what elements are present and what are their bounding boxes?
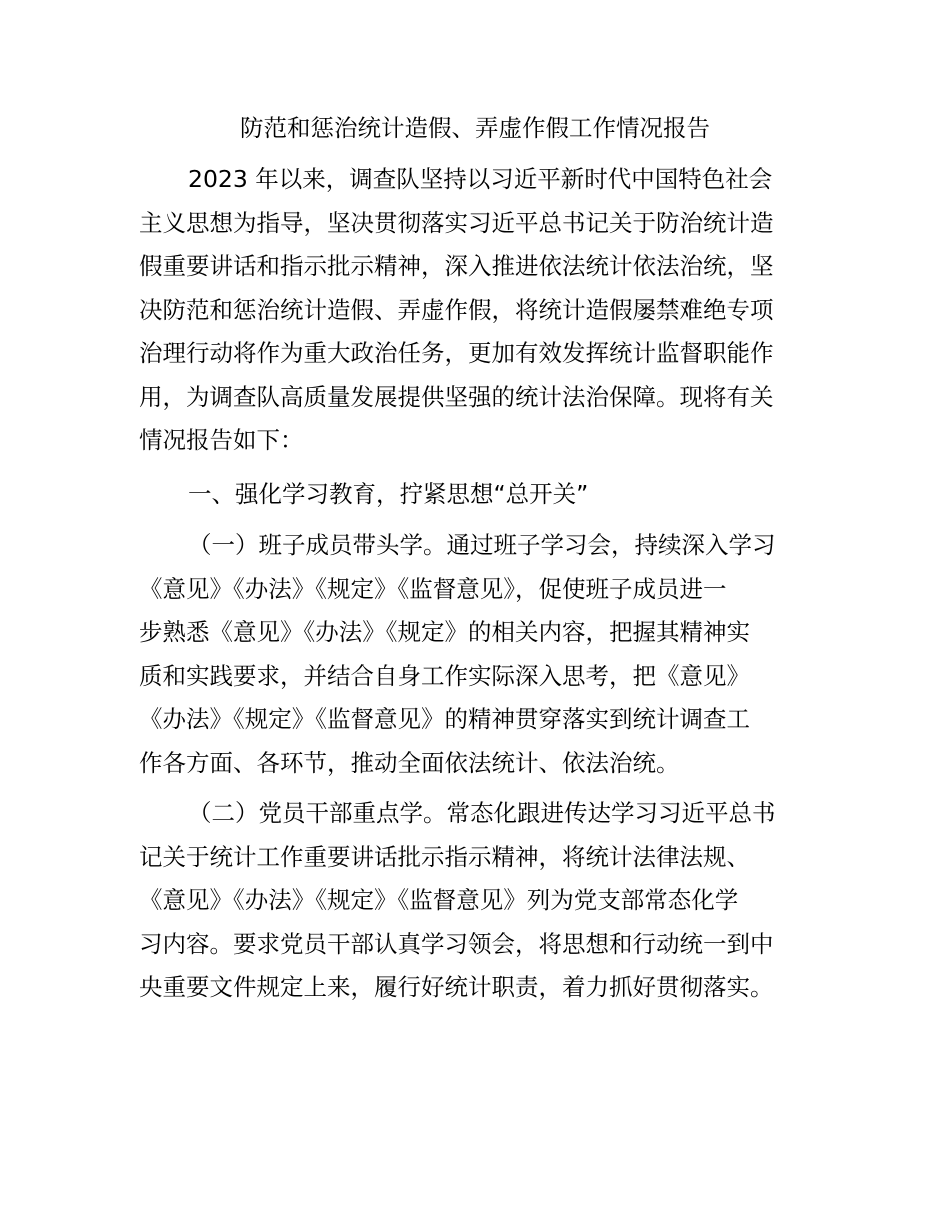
paragraph-line: （一）班子成员带头学。通过班子学习会，持续深入学习 (188, 531, 776, 559)
paragraph-line: 主义思想为指导，坚决贯彻落实习近平总书记关于防治统计造 (139, 208, 774, 237)
paragraph-line: 《意见》《办法》《规定》《监督意见》，促使班子成员进一 (139, 574, 727, 603)
paragraph-line: 情况报告如下： (139, 426, 304, 454)
paragraph-line: 习内容。要求党员干部认真学习领会，将思想和行动统一到中 (139, 929, 774, 958)
paragraph-line: 用，为调查队高质量发展提供坚强的统计法治保障。现将有关 (139, 382, 774, 411)
paragraph-line: 《意见》《办法》《规定》《监督意见》列为党支部常态化学 (139, 886, 739, 914)
paragraph-line: 步熟悉《意见》《办法》《规定》的相关内容，把握其精神实 (139, 618, 750, 646)
paragraph-line: 治理行动将作为重大政治任务，更加有效发挥统计监督职能作 (139, 339, 774, 367)
paragraph-line: 作各方面、各环节，推动全面依法统计、依法治统。 (139, 748, 680, 777)
paragraph-line: 2023 年以来，调查队坚持以习近平新时代中国特色社会 (188, 165, 773, 193)
item-paragraph-2 (139, 792, 811, 1010)
paragraph-line: 央重要文件规定上来，履行好统计职责，着力抓好贯彻落实。 (139, 973, 774, 1001)
paragraph-line: 质和实践要求，并结合自身工作实际深入思考，把《意见》 (139, 661, 750, 690)
intro-paragraph (139, 158, 811, 463)
section-heading (139, 473, 811, 517)
paragraph-line: 假重要讲话和指示批示精神，深入推进依法统计依法治统，坚 (139, 252, 774, 280)
paragraph-line: 决防范和惩治统计造假、弄虚作假，将统计造假屡禁难绝专项 (139, 295, 774, 324)
paragraph-line: （二）党员干部重点学。常态化跟进传达学习习近平总书 (188, 799, 776, 827)
section-heading-text: 一、强化学习教育，拧紧思想“总开关” (188, 480, 589, 508)
paragraph-line: 《办法》《规定》《监督意见》的精神贯穿落实到统计调查工 (139, 705, 750, 733)
paragraph-line: 记关于统计工作重要讲话批示指示精神，将统计法律法规、 (139, 842, 750, 871)
item-paragraph-1 (139, 524, 811, 785)
document-title: 防范和惩治统计造假、弄虚作假工作情况报告 (240, 114, 710, 142)
